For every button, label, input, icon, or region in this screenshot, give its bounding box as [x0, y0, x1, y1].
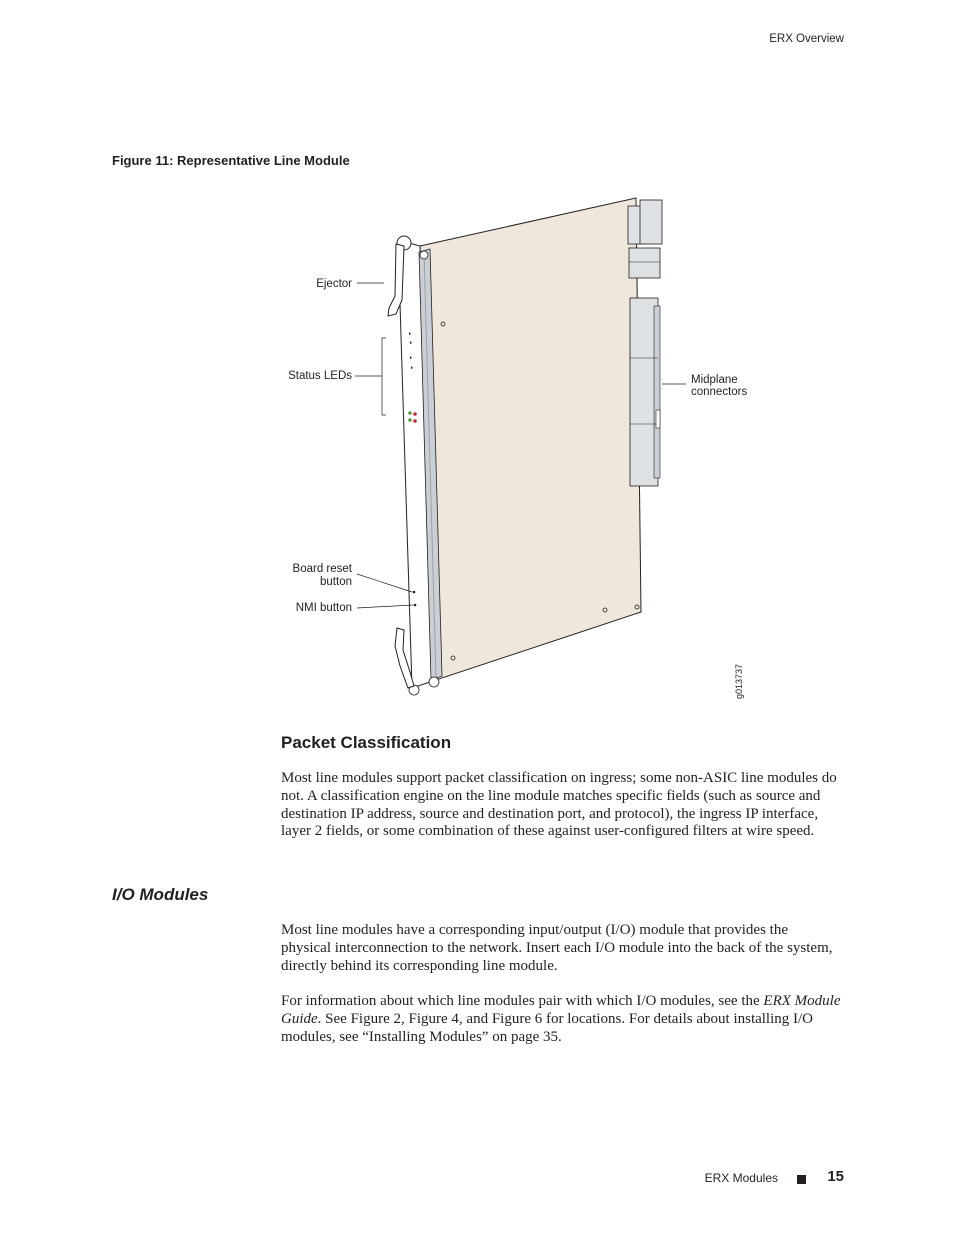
- footer-chapter-label: ERX Modules: [704, 1171, 778, 1185]
- board-reset-callout-line2: button: [320, 576, 352, 588]
- midplane-callout-line2: connectors: [691, 386, 748, 398]
- ejector-callout: Ejector: [316, 278, 352, 290]
- paragraph-text: For information about which line modules pair with which I/O modules, see the: [281, 993, 764, 1009]
- figure-caption: Figure 11: Representative Line Module: [112, 153, 350, 168]
- running-header: ERX Overview: [769, 33, 844, 45]
- line-module-board: [420, 198, 641, 680]
- midplane-callout-line1: Midplane: [691, 374, 738, 386]
- paragraph-text: . See Figure 2, Figure 4, and Figure 6 for locations. For details about installing I/O modules, see “Installing Modules” on page 35.: [281, 1010, 814, 1045]
- section-heading-io-modules: I/O Modules: [112, 885, 209, 904]
- nmi-leader: [357, 605, 413, 608]
- nmi-button-callout: NMI button: [295, 602, 352, 614]
- status-leds-bracket: [355, 338, 386, 415]
- footer-square-icon: [797, 1175, 806, 1184]
- upper-midplane-connector: [628, 200, 662, 278]
- module-guide-title: ERX Module Guide: [281, 993, 841, 1027]
- io-modules-paragraph-2: [281, 993, 841, 1046]
- figure-id: g013737: [734, 663, 744, 699]
- board-reset-callout-line1: Board reset: [292, 563, 352, 575]
- packet-classification-paragraph: Most line modules support packet classification on ingress; some non-ASIC line modules do not. A classification engine on the line module matches specific fields (such as source and destination IP address, source and destination port, and protocol), the ingress IP interface, layer 2 fields, or some combination of these against user-configured filters at wire speed.: [281, 770, 837, 840]
- section-heading-packet-classification: Packet Classification: [281, 733, 452, 752]
- faceplate-screw: [429, 677, 439, 687]
- faceplate-screw: [420, 251, 428, 259]
- board-reset-button: [413, 591, 416, 594]
- status-leds-callout: Status LEDs: [288, 370, 352, 382]
- board-reset-leader: [357, 574, 412, 592]
- page-number: 15: [827, 1168, 844, 1185]
- io-modules-paragraph-1: Most line modules have a corresponding input/output (I/O) module that provides the physical interconnection to the network. Insert each I/O module into the back of the system, directly behind its corresponding line module.: [281, 922, 833, 974]
- nmi-button: [414, 604, 417, 607]
- lower-midplane-connector: [630, 298, 660, 486]
